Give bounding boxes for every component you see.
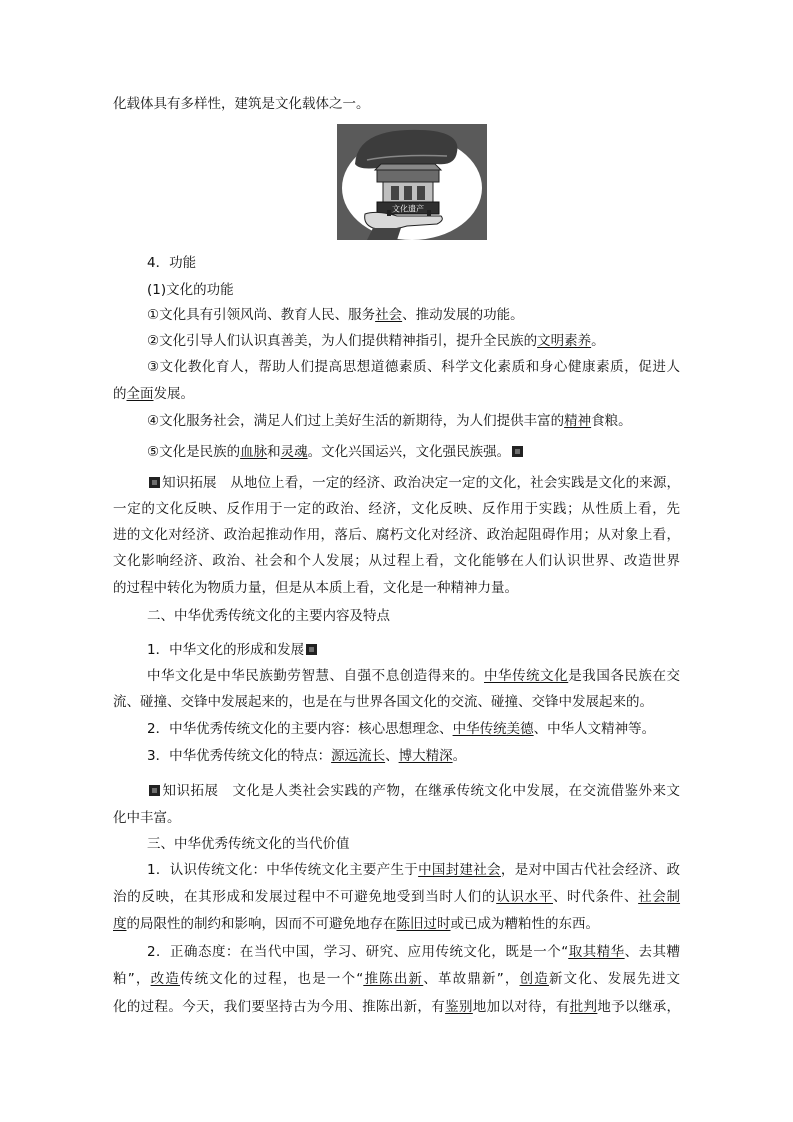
extension-paragraph: 知识拓展 从地位上看，一定的经济、政治决定一定的文化，社会实践是文化的来源， <box>147 473 680 493</box>
list-item: 2．中华优秀传统文化的主要内容：核心思想理念、中华传统美德、中华人文精神等。 <box>147 721 656 737</box>
paragraph-line: 2．正确态度：在当代中国，学习、研究、应用传统文化，既是一个“取其精华、去其糟 <box>147 944 680 960</box>
paragraph-line: 治的反映，在其形成和发展过程中不可避免地受到当时人们的认识水平、时代条件、社会制 <box>113 889 681 905</box>
paragraph-line: 粕”，改造传统文化的过程，也是一个“推陈出新、革故鼎新”，创造新文化、发展先进文 <box>113 971 681 987</box>
section-heading: 4．功能 <box>147 255 197 271</box>
list-item: ②文化引导人们认识真善美，为人们提供精神指引，提升全民族的文明素养。 <box>147 333 605 349</box>
list-item: 3．中华优秀传统文化的特点：源远流长、博大精深。 <box>147 748 467 764</box>
paragraph-line: 1．认识传统文化：中华传统文化主要产生于中国封建社会，是对中国古代社会经济、政 <box>147 862 681 878</box>
sign-text: 文化遗产 <box>392 204 424 214</box>
extension-line: 一定的文化反映、反作用于一定的政治、经济，文化反映、反作用于实践；从性质上看，先 <box>113 501 680 517</box>
list-item: ③文化教化育人，帮助人们提高思想道德素质、科学文化素质和身心健康素质，促进人 <box>147 359 680 375</box>
subsection-heading: (1)文化的功能 <box>147 282 234 298</box>
paragraph-line: 流、碰撞、交锋中发展起来的，也是在与世界各国文化的交流、碰撞、交锋中发展起来的。 <box>113 694 653 710</box>
note-marker-icon <box>306 644 317 655</box>
extension-line: 化中丰富。 <box>113 810 181 826</box>
note-marker-icon <box>512 446 523 457</box>
subsection-heading: 1．中华文化的形成和发展 <box>147 640 319 660</box>
extension-line: 的过程中转化为物质力量，但是从本质上看，文化是一种精神力量。 <box>113 580 518 596</box>
section-heading: 三、中华优秀传统文化的当代价值 <box>147 836 350 852</box>
list-item: ⑤文化是民族的血脉和灵魂。文化兴国运兴，文化强民族强。 <box>147 442 525 462</box>
list-item: ④文化服务社会，满足人们过上美好生活的新期待，为人们提供丰富的精神食粮。 <box>147 413 632 429</box>
extension-line: 文化影响经济、政治、社会和个人发展；从过程上看，文化能够在人们认识世界、改造世界 <box>113 553 680 569</box>
paragraph-line: 化的过程。今天，我们要坚持古为今用、推陈出新，有鉴别地加以对待，有批判地予以继承， <box>113 999 681 1015</box>
list-item: ①文化具有引领风尚、教育人民、服务社会、推动发展的功能。 <box>147 307 524 323</box>
list-item-continued: 的全面发展。 <box>113 386 194 402</box>
paragraph-line: 中华文化是中华民族勤劳智慧、自强不息创造得来的。中华传统文化是我国各民族在交 <box>147 668 681 684</box>
extension-paragraph: 知识拓展 文化是人类社会实践的产物，在继承传统文化中发展，在交流借鉴外来文 <box>147 781 680 801</box>
extension-line: 进的文化对经济、政治起推动作用，落后、腐朽文化对经济、政治起阻碍作用；从对象上看， <box>113 527 680 543</box>
paragraph-line: 度的局限性的制约和影响，因而不可避免地存在陈旧过时或已成为糟粕性的东西。 <box>113 916 599 932</box>
note-marker-icon <box>149 477 160 488</box>
section-heading: 二、中华优秀传统文化的主要内容及特点 <box>147 608 390 624</box>
note-marker-icon <box>149 785 160 796</box>
cultural-heritage-illustration <box>337 124 487 240</box>
intro-line: 化载体具有多样性，建筑是文化载体之一。 <box>113 96 370 112</box>
